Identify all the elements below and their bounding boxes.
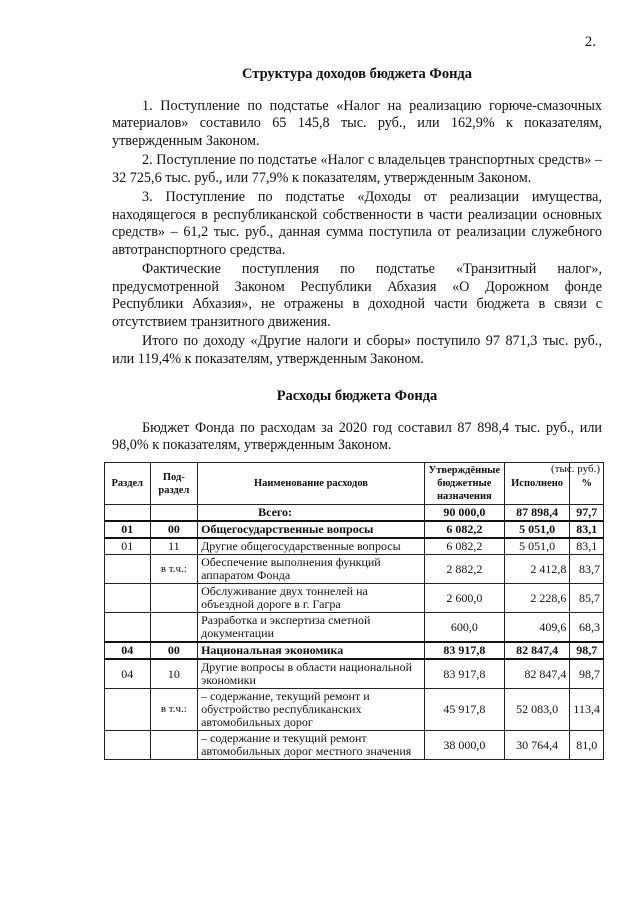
cell-subsection: 10 xyxy=(150,659,197,689)
cell-executed: 30 764,4 xyxy=(504,731,570,760)
cell-subsection: в т.ч.: xyxy=(150,689,197,731)
cell-section xyxy=(105,584,151,613)
cell-percent: 83,1 xyxy=(570,538,604,555)
table-row xyxy=(105,555,604,584)
cell-subsection: 00 xyxy=(150,521,197,538)
cell-percent: 83,1 xyxy=(570,521,604,538)
cell-name: – содержание и текущий ремонт автомобильных дорог местного значения xyxy=(198,731,425,760)
cell-section: 04 xyxy=(105,659,151,689)
header-approved: Утверждённые бюджетные назначения xyxy=(424,463,504,505)
income-paragraph-2: 2. Поступление по подстатье «Налог с владельцев транспортных средств» – 32 725,6 тыс. руб., или 77,9% к показателям, утвержденным Законом. xyxy=(112,152,602,186)
income-paragraph-5: Итого по доходу «Другие налоги и сборы» поступило 97 871,3 тыс. руб., или 119,4% к показателям, утвержденным Законом. xyxy=(112,333,602,367)
income-paragraph-1: 1. Поступление по подстатье «Налог на реализацию горюче-смазочных материалов» составило 65 145,8 тыс. руб., или 162,9% к показателям, утвержденным Законом. xyxy=(112,97,602,149)
income-paragraph-3: 3. Поступление по подстатье «Доходы от реализации имущества, находящегося в республиканской собственности в части реализации основных средств» – 61,2 тыс. руб., данная сумма поступила от реализации служебного автотранспортного средства. xyxy=(112,189,602,258)
cell-percent: 113,4 xyxy=(570,689,604,731)
header-section: Раздел xyxy=(105,463,151,505)
cell-executed: 5 051,0 xyxy=(504,538,570,555)
expenses-table xyxy=(104,462,604,760)
cell-approved: 38 000,0 xyxy=(424,731,504,760)
cell-executed: 409,6 xyxy=(504,613,570,643)
cell-section: 01 xyxy=(105,521,151,538)
cell-executed: 87 898,4 xyxy=(504,505,570,522)
cell-name: Другие общегосударственные вопросы xyxy=(198,538,425,555)
table-row xyxy=(105,521,604,538)
cell-name: – содержание, текущий ремонт и обустройство республиканских автомобильных дорог xyxy=(198,689,425,731)
cell-percent: 98,7 xyxy=(570,642,604,659)
cell-percent: 68,3 xyxy=(570,613,604,643)
cell-name: Общегосударственные вопросы xyxy=(198,521,425,538)
cell-approved: 45 917,8 xyxy=(424,689,504,731)
cell-name: Разработка и экспертиза сметной документации xyxy=(198,613,425,643)
table-row xyxy=(105,689,604,731)
cell-executed: 5 051,0 xyxy=(504,521,570,538)
table-row xyxy=(105,584,604,613)
header-percent: % xyxy=(570,463,604,505)
cell-subsection: в т.ч.: xyxy=(150,555,197,584)
cell-percent: 97,7 xyxy=(570,505,604,522)
cell-subsection xyxy=(150,731,197,760)
cell-section xyxy=(105,689,151,731)
table-row xyxy=(105,505,604,522)
cell-approved: 6 082,2 xyxy=(424,538,504,555)
header-subsection: Под-раздел xyxy=(150,463,197,505)
cell-approved: 83 917,8 xyxy=(424,659,504,689)
table-row xyxy=(105,731,604,760)
cell-section xyxy=(105,613,151,643)
expenses-paragraph: Бюджет Фонда по расходам за 2020 год составил 87 898,4 тыс. руб., или 98,0% к показателям, утвержденным Законом. xyxy=(112,419,602,453)
document-body xyxy=(112,62,602,484)
income-title: Структура доходов бюджета Фонда xyxy=(241,66,473,82)
expenses-title: Расходы бюджета Фонда xyxy=(276,388,438,404)
cell-executed: 82 847,4 xyxy=(504,642,570,659)
table-row xyxy=(105,613,604,643)
cell-executed: 2 228,6 xyxy=(504,584,570,613)
table-row xyxy=(105,538,604,555)
page-number: 2. xyxy=(584,34,596,50)
cell-section xyxy=(105,505,151,522)
cell-section: 01 xyxy=(105,538,151,555)
header-name: Наименование расходов xyxy=(198,463,425,505)
cell-section: 04 xyxy=(105,642,151,659)
cell-name: Обеспечение выполнения функций аппаратом Фонда xyxy=(198,555,425,584)
cell-section xyxy=(105,555,151,584)
cell-section xyxy=(105,731,151,760)
unit-label: (тыс. руб.) xyxy=(551,462,600,475)
cell-name: Обслуживание двух тоннелей на объездной дороге в г. Гагра xyxy=(198,584,425,613)
cell-approved: 83 917,8 xyxy=(424,642,504,659)
income-paragraph-4: Фактические поступления по подстатье «Транзитный налог», предусмотренной Законом Республики Абхазия «О Дорожном фонде Республики Абхазия», не отражены в доходной части бюджета в связи с отсутствием транзитного движения. xyxy=(112,261,602,330)
cell-subsection: 11 xyxy=(150,538,197,555)
table-header-row xyxy=(105,463,604,505)
cell-approved: 90 000,0 xyxy=(424,505,504,522)
cell-approved: 2 600,0 xyxy=(424,584,504,613)
cell-percent: 85,7 xyxy=(570,584,604,613)
cell-subsection: 00 xyxy=(150,642,197,659)
cell-subsection xyxy=(150,505,197,522)
cell-approved: 2 882,2 xyxy=(424,555,504,584)
cell-percent: 98,7 xyxy=(570,659,604,689)
cell-name: Национальная экономика xyxy=(198,642,425,659)
cell-approved: 6 082,2 xyxy=(424,521,504,538)
table-row xyxy=(105,642,604,659)
cell-executed: 52 083,0 xyxy=(504,689,570,731)
cell-executed: 82 847,4 xyxy=(504,659,570,689)
cell-executed: 2 412,8 xyxy=(504,555,570,584)
cell-subsection xyxy=(150,584,197,613)
cell-subsection xyxy=(150,613,197,643)
cell-percent: 83,7 xyxy=(570,555,604,584)
header-executed: Исполнено xyxy=(504,463,570,505)
cell-percent: 81,0 xyxy=(570,731,604,760)
cell-approved: 600,0 xyxy=(424,613,504,643)
cell-name: Другие вопросы в области национальной экономики xyxy=(198,659,425,689)
cell-name: Всего: xyxy=(198,505,425,522)
table-row xyxy=(105,659,604,689)
